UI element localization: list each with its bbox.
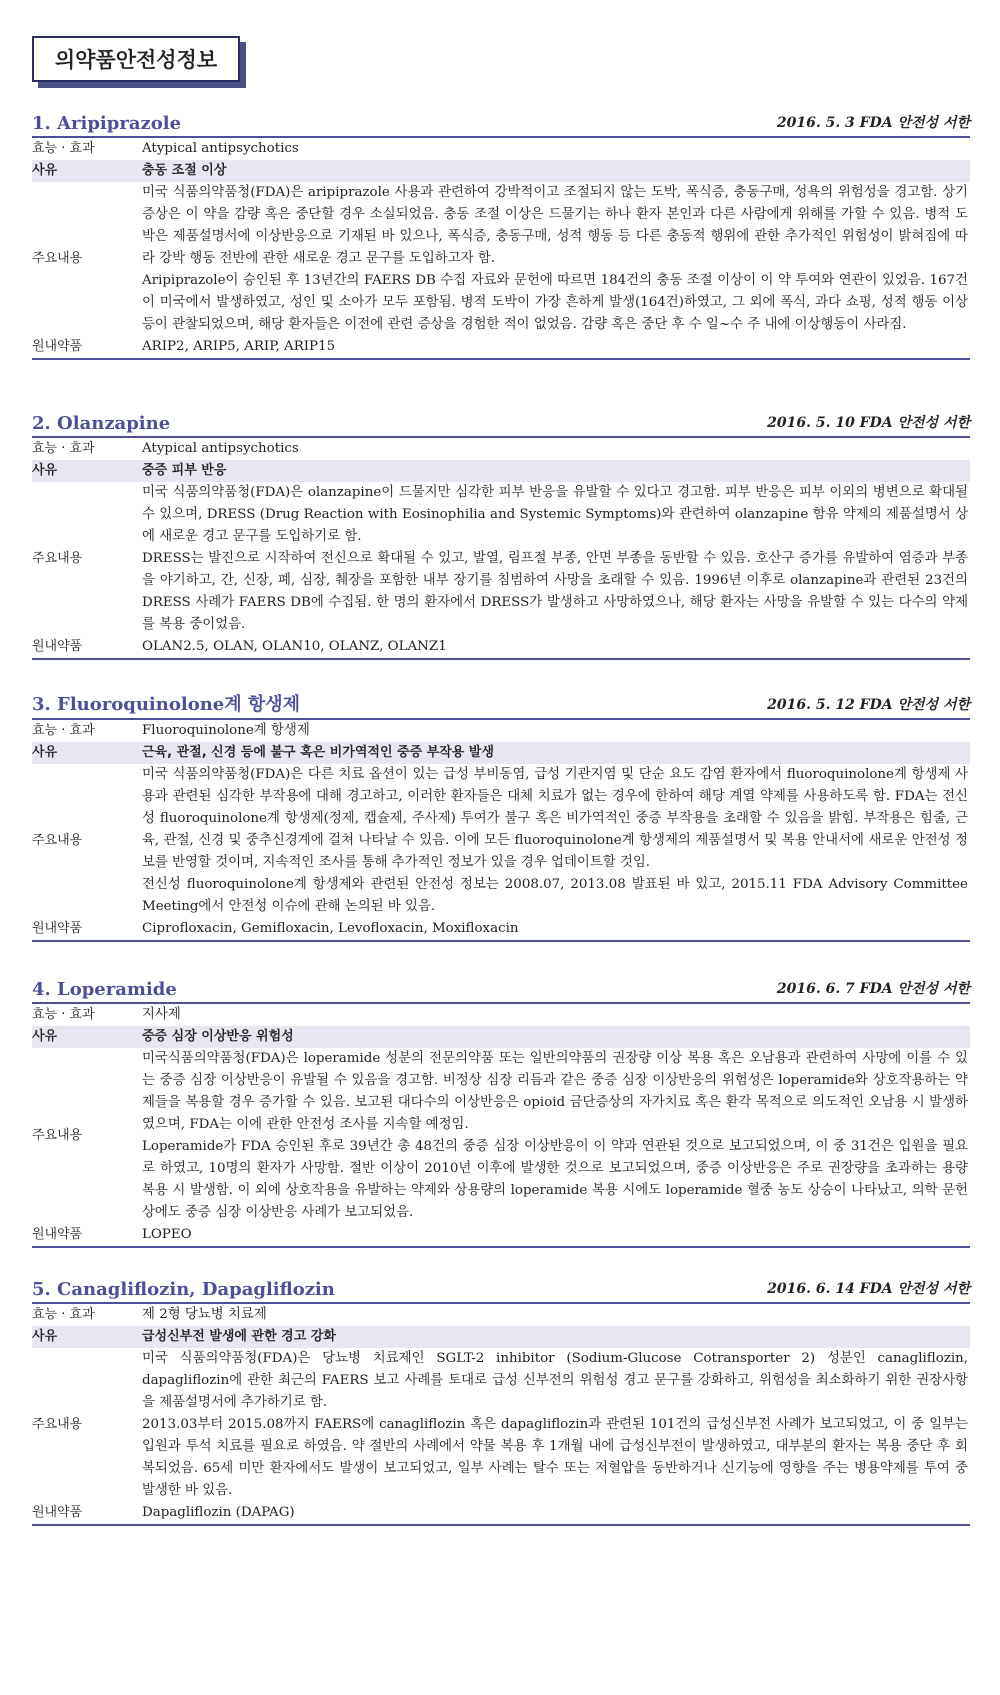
content-paragraph: 미국 식품의약품청(FDA)은 다른 치료 옵션이 있는 급성 부비동염, 급성 기관지염 및 단순 요도 감염 환자에서 fluoroquinolone계 항생제 사용과 관련된 심각한 부작용에 대해 경고하고, 이러한 환자들은 대체 치료가 없는 경우에 한하여 해당 계열 약제를 사용하도록 함. FDA는 전신성 fluoroquinolone계 항생제(정제, 캡슐제, 주사제) 투여가 불구 혹은 비가역적인 중증 부작용을 초래할 수 있음을 밝힘. 부작용은 힘줄, 근육, 관절, 신경 및 중추신경계에 걸쳐 나타날 수 있음. 이에 모든 fluoroquinolone계 항생제의 제품설명서 및 복용 안내서에 새로운 안전성 정보를 반영할 것이며, 지속적인 조사를 통해 추가적인 정보가 있을 경우 업데이트할 것임. (142, 767, 968, 870)
content-paragraph: Aripiprazole이 승인된 후 13년간의 FAERS DB 수집 자료와 문헌에 따르면 184건의 충동 조절 이상이 이 약 투여와 연관이 있었음. 167건이 미국에서 발생하였고, 성인 및 소아가 모두 포함됨. 병적 도박이 가장 흔하게 발생(164건)하였고, 그 외에 폭식, 과다 쇼핑, 성적 행동 이상 등이 관찰되었으며, 해당 환자들은 이전에 관련 증상을 경험한 적이 없었음. 감량 혹은 중단 후 수 일~수 주 내에 이상행동이 사라짐. (142, 273, 968, 332)
bottom-rule (32, 1524, 970, 1526)
section-date: 2016. 6. 14 FDA 안전성 서한 (767, 1281, 970, 1297)
bottom-rule (32, 940, 970, 942)
reason-label: 사유 (32, 163, 58, 178)
drugs-label: 원내약품 (32, 339, 83, 354)
content-row (32, 182, 970, 336)
reason-row (32, 1026, 970, 1048)
section-fluoroquinolone (32, 690, 970, 942)
content-row (32, 1048, 970, 1224)
section-header (32, 974, 970, 1002)
content-row (32, 764, 970, 918)
content-value (142, 182, 970, 336)
efficacy-value: Atypical antipsychotics (142, 441, 299, 456)
section-title: 3. Fluoroquinolone계 항생제 (32, 694, 301, 715)
content-value (142, 1348, 970, 1502)
section-date: 2016. 5. 12 FDA 안전성 서한 (767, 697, 970, 713)
content-value (142, 1048, 970, 1224)
reason-value: 급성신부전 발생에 관한 경고 강화 (142, 1329, 336, 1344)
section-aripiprazole (32, 108, 970, 360)
efficacy-label: 효능 · 효과 (32, 441, 95, 456)
section-date: 2016. 5. 3 FDA 안전성 서한 (776, 115, 970, 131)
section-title: 1. Aripiprazole (32, 113, 182, 134)
reason-label: 사유 (32, 745, 58, 760)
section-olanzapine (32, 408, 970, 660)
reason-row (32, 460, 970, 482)
bottom-rule (32, 358, 970, 360)
efficacy-row (32, 1304, 970, 1326)
efficacy-label: 효능 · 효과 (32, 723, 95, 738)
reason-row (32, 1326, 970, 1348)
drugs-label: 원내약품 (32, 1505, 83, 1520)
content-label: 주요내용 (32, 833, 83, 848)
content-label: 주요내용 (32, 1417, 83, 1432)
content-paragraph: DRESS는 발진으로 시작하여 전신으로 확대될 수 있고, 발열, 림프절 부종, 안면 부종을 동반할 수 있음. 호산구 증가를 유발하여 염증과 부종을 야기하고, 간, 신장, 폐, 심장, 췌장을 포함한 내부 장기를 침범하여 사망을 초래할 수 있음. 1996년 이후로 olanzapine과 관련된 23건의 DRESS 사례가 FAERS DB에 수집됨. 한 명의 환자에서 DRESS가 발생하고 사망하였으나, 해당 환자는 사망을 유발할 수 있는 다수의 약제를 복용 중이었음. (142, 551, 968, 632)
content-paragraph: 미국 식품의약품청(FDA)은 당뇨병 치료제인 SGLT-2 inhibitor (Sodium-Glucose Cotransporter 2) 성분인 canagliflozin, dapagliflozin에 관한 최근의 FAERS 보고 사례를 토대로 급성 신부전의 위험성 경고 문구를 강화하고, 위험성을 최소화하기 위한 권장사항을 제품설명서에 추가하기로 함. (142, 1351, 968, 1410)
efficacy-row (32, 138, 970, 160)
reason-label: 사유 (32, 1029, 58, 1044)
content-row (32, 1348, 970, 1502)
drugs-label: 원내약품 (32, 921, 83, 936)
efficacy-label: 효능 · 효과 (32, 1007, 95, 1022)
bottom-rule (32, 658, 970, 660)
reason-value: 충동 조절 이상 (142, 163, 227, 178)
efficacy-label: 효능 · 효과 (32, 141, 95, 156)
drugs-row (32, 636, 970, 658)
drugs-value: OLAN2.5, OLAN, OLAN10, OLANZ, OLANZ1 (142, 639, 447, 654)
efficacy-value: Fluoroquinolone계 항생제 (142, 723, 310, 738)
reason-row (32, 160, 970, 182)
efficacy-row (32, 438, 970, 460)
content-paragraph: Loperamide가 FDA 승인된 후로 39년간 총 48건의 중증 심장 이상반응이 이 약과 연관된 것으로 보고되었으며, 이 중 31건은 입원을 필요로 하였고, 10명의 환자가 사망함. 절반 이상이 2010년 이후에 발생한 것으로 보고되었으며, 중증 이상반응은 주로 권장량을 초과하는 용량 복용 시 발생함. 이 외에 상호작용을 유발하는 약제와 상용량의 loperamide 복용 시에도 loperamide 혈중 농도 상승이 나타났고, 의학 문헌 상에도 중증 심장 이상반응 사례가 보고되었음. (142, 1139, 968, 1220)
section-title: 4. Loperamide (32, 979, 177, 1000)
efficacy-value: Atypical antipsychotics (142, 141, 299, 156)
content-label: 주요내용 (32, 1128, 83, 1143)
section-title: 2. Olanzapine (32, 413, 171, 434)
reason-row (32, 742, 970, 764)
section-header (32, 108, 970, 136)
drugs-value: Ciprofloxacin, Gemifloxacin, Levofloxacin, Moxifloxacin (142, 921, 519, 936)
content-paragraph: 미국 식품의약품청(FDA)은 aripiprazole 사용과 관련하여 강박적이고 조절되지 않는 도박, 폭식증, 충동구매, 성욕의 위험성을 경고함. 상기 증상은 이 약을 감량 혹은 중단할 경우 소실되었음. 충동 조절 이상은 드물기는 하나 환자 본인과 다른 사람에게 위해를 가할 수 있음. 병적 도박은 제품설명서에 이상반응으로 기재된 바 있으나, 폭식증, 충동구매, 성적 행동 등 다른 충동적 행위에 관한 추가적인 위험성이 밝혀짐에 따라 강박 행동 전반에 관한 새로운 경고 문구를 도입하고자 함. (142, 185, 968, 266)
drugs-row (32, 1224, 970, 1246)
section-title: 5. Canagliflozin, Dapagliflozin (32, 1279, 335, 1300)
drugs-value: LOPEO (142, 1227, 192, 1242)
section-gliflozin (32, 1274, 970, 1526)
content-label: 주요내용 (32, 551, 83, 566)
bottom-rule (32, 1246, 970, 1248)
content-label: 주요내용 (32, 251, 83, 266)
content-value (142, 482, 970, 636)
drugs-value: ARIP2, ARIP5, ARIP, ARIP15 (142, 339, 336, 354)
drugs-row (32, 918, 970, 940)
content-paragraph: 전신성 fluoroquinolone계 항생제와 관련된 안전성 정보는 2008.07, 2013.08 발표된 바 있고, 2015.11 FDA Advisory Committee Meeting에서 안전성 이슈에 관해 논의된 바 있음. (142, 877, 968, 914)
reason-label: 사유 (32, 1329, 58, 1344)
section-header (32, 1274, 970, 1302)
page-title: 의약품안전성정보 (32, 36, 240, 82)
reason-value: 중증 심장 이상반응 위험성 (142, 1029, 294, 1044)
efficacy-row (32, 1004, 970, 1026)
reason-value: 근육, 관절, 신경 등에 불구 혹은 비가역적인 중증 부작용 발생 (142, 745, 495, 760)
reason-value: 중증 피부 반응 (142, 463, 227, 478)
efficacy-value: 제 2형 당뇨병 치료제 (142, 1307, 267, 1322)
efficacy-label: 효능 · 효과 (32, 1307, 95, 1322)
section-date: 2016. 5. 10 FDA 안전성 서한 (767, 415, 970, 431)
drugs-label: 원내약품 (32, 1227, 83, 1242)
efficacy-value: 지사제 (142, 1007, 181, 1022)
content-value (142, 764, 970, 918)
section-header (32, 408, 970, 436)
drugs-label: 원내약품 (32, 639, 83, 654)
drugs-row (32, 336, 970, 358)
drugs-row (32, 1502, 970, 1524)
page-title-box (32, 36, 240, 82)
content-paragraph: 미국식품의약품청(FDA)은 loperamide 성분의 전문의약품 또는 일반의약품의 권장량 이상 복용 혹은 오남용과 관련하여 사망에 이를 수 있는 중증 심장 이상반응이 유발될 수 있음을 경고함. 비정상 심장 리듬과 같은 중증 심장 이상반응의 위험성은 loperamide와 상호작용하는 약제들을 복용할 경우 증가할 수 있음. 보고된 대다수의 이상반응은 opioid 금단증상의 자가치료 혹은 환각 목적으로 의도적인 오남용 시 발생하였으며, FDA는 이에 관한 안전성 조사를 지속할 예정임. (142, 1051, 968, 1132)
section-loperamide (32, 974, 970, 1248)
content-paragraph: 미국 식품의약품청(FDA)은 olanzapine이 드물지만 심각한 피부 반응을 유발할 수 있다고 경고함. 피부 반응은 피부 이외의 병변으로 확대될 수 있으며, DRESS (Drug Reaction with Eosinophilia and Systemic Symptoms)와 관련하여 olanzapine 함유 약제의 제품설명서 상에 새로운 경고 문구를 도입하기로 함. (142, 485, 968, 544)
reason-label: 사유 (32, 463, 58, 478)
drugs-value: Dapagliflozin (DAPAG) (142, 1505, 295, 1520)
content-row (32, 482, 970, 636)
section-header (32, 690, 970, 718)
content-paragraph: 2013.03부터 2015.08까지 FAERS에 canagliflozin 혹은 dapagliflozin과 관련된 101건의 급성신부전 사례가 보고되었고, 이 중 일부는 입원과 투석 치료를 필요로 하였음. 약 절반의 사례에서 약물 복용 후 1개월 내에 급성신부전이 발생하였고, 대부분의 환자는 복용 중단 후 회복되었음. 65세 미만 환자에서도 발생이 보고되었고, 일부 사례는 탈수 또는 저혈압을 동반하거나 신기능에 영향을 주는 병용약제를 투여 중 발생한 바 있음. (142, 1417, 968, 1498)
efficacy-row (32, 720, 970, 742)
section-date: 2016. 6. 7 FDA 안전성 서한 (776, 981, 970, 997)
